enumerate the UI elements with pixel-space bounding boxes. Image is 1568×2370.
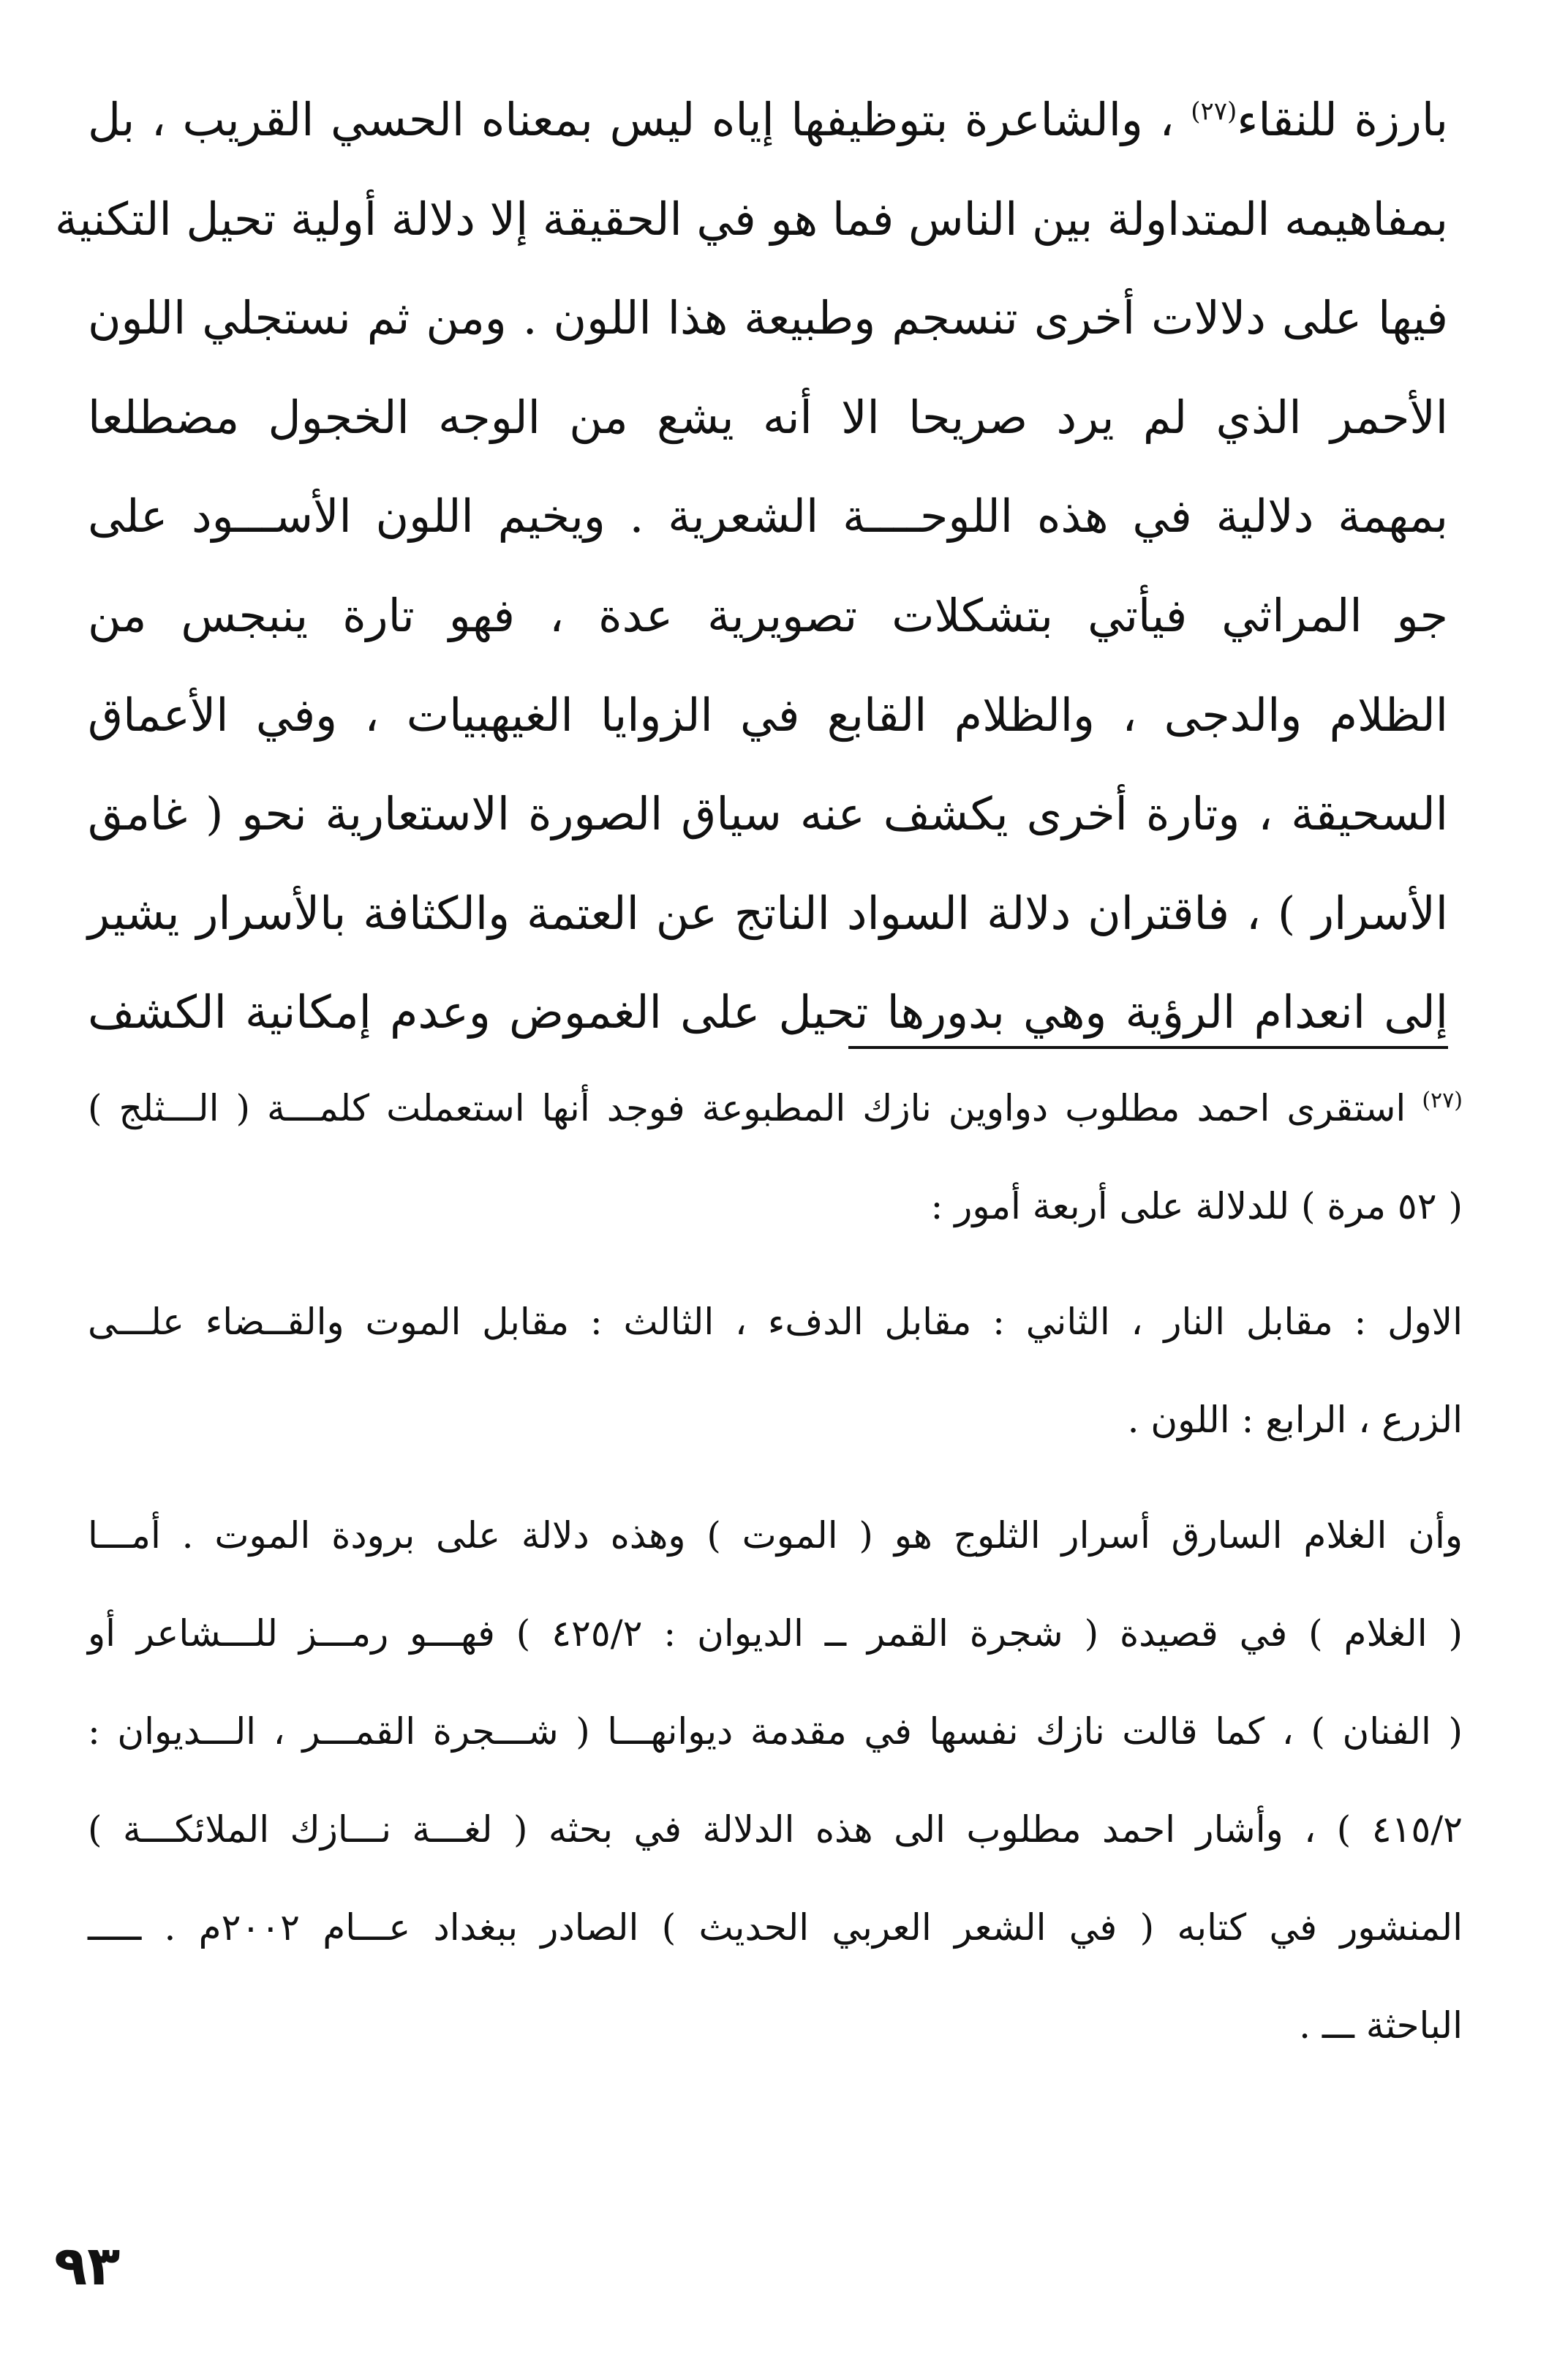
main-text-line: بمهمة دلالية في هذه اللوحــــة الشعرية . ويخيم اللون الأســـود على <box>88 489 1448 543</box>
main-text-line: فيها على دلالات أخرى تنسجم وطبيعة هذا اللون . ومن ثم نستجلي اللون <box>88 291 1448 345</box>
footnote-line: ( الفنان ) ، كما قالت نازك نفسها في مقدمة ديوانهـــا ( شـــجرة القمـــر ، الـــديوان : <box>88 1710 1463 1753</box>
footnote-gap <box>88 1469 1463 1486</box>
footnote-line: ٤١٥/٢ ) ، وأشار احمد مطلوب الى هذه الدلالة في بحثه ( لغـــة نـــازك الملائكـــة ) <box>88 1808 1463 1851</box>
footnote-line: الاول : مقابل النار ، الثاني : مقابل الدفء ، الثالث : مقابل الموت والقــضاء علـــى <box>88 1301 1463 1343</box>
footnote-reference[interactable]: (٢٧) <box>1191 97 1237 127</box>
footnote-line: وأن الغلام السارق أسرار الثلوج هو ( الموت ) وهذه دلالة على برودة الموت . أمـــا <box>88 1514 1463 1557</box>
footnote-line: المنشور في كتابه ( في الشعر العربي الحديث ) الصادر ببغداد عـــام ٢٠٠٢م . ـــــ <box>88 1906 1463 1949</box>
main-text-line: الأحمر الذي لم يرد صريحا الا أنه يشع من الوجه الخجول مضطلعا <box>88 390 1448 444</box>
footnote-separator <box>848 1046 1448 1049</box>
footnote-marker: (٢٧) <box>1422 1088 1463 1114</box>
main-text-line: جو المراثي فيأتي بتشكلات تصويرية عدة ، فهو تارة ينبجس من <box>88 588 1448 642</box>
main-text-line: بارزة للنقاء$^{(٢٧)}$ ، والشاعرة بتوظيفها إياه ليس بمعناه الحسي القريب ، بل <box>88 93 1448 146</box>
footnote-gap <box>88 1255 1463 1273</box>
footnote-block <box>88 1059 1463 2074</box>
main-text-line: السحيقة ، وتارة أخرى يكشف عنه سياق الصورة الاستعارية نحو ( غامق <box>88 787 1448 841</box>
page-number: ٩٣ <box>54 2235 121 2298</box>
main-text-line: إلى انعدام الرؤية وهي بدورها تحيل على الغموض وعدم إمكانية الكشف <box>88 985 1448 1039</box>
footnote-line: ( ٥٢ مرة ) للدلالة على أربعة أمور : <box>930 1185 1463 1227</box>
footnote-line: $^{(٢٧)}$استقرى احمد مطلوب دواوين نازك المطبوعة فوجد أنها استعملت كلمـــة ( الـــثلج ) <box>88 1087 1463 1129</box>
footnote-line: الزرع ، الرابع : اللون . <box>1127 1399 1463 1441</box>
main-text-line: الظلام والدجى ، والظلام القابع في الزوايا الغيهبيات ، وفي الأعماق <box>88 688 1448 742</box>
main-text-line: الأسرار ) ، فاقتران دلالة السواد الناتج عن العتمة والكثافة بالأسرار يشير <box>88 886 1448 940</box>
footnote-line: الباحثة ـــ . <box>1299 2004 1463 2047</box>
main-text-line: بمفاهيمه المتداولة بين الناس فما هو في الحقيقة إلا دلالة أولية تحيل التكنية <box>55 192 1448 246</box>
main-text-body <box>55 70 1448 1062</box>
footnote-line: ( الغلام ) في قصيدة ( شجرة القمر ــ الديوان : ٤٢٥/٢ ) فهـــو رمـــز للـــشاعر أو <box>88 1612 1463 1655</box>
